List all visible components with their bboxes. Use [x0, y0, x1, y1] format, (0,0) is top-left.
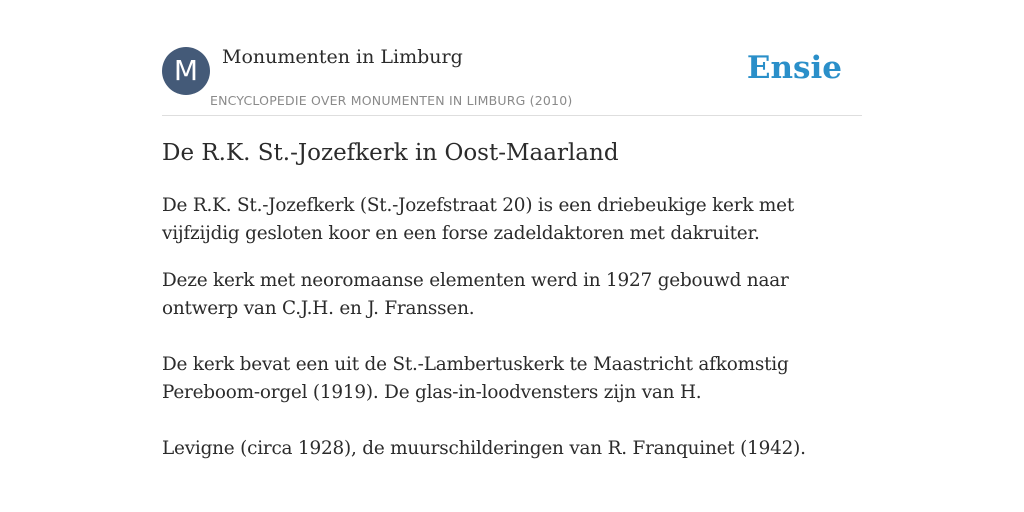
article-paragraph-3: De kerk bevat een uit de St.-Lambertuskerk te Maastricht afkomstig Pereboom-orgel (1919). De glas-in-loodvensters zijn van H. [162, 354, 789, 403]
source-title[interactable]: Monumenten in Limburg [222, 46, 463, 68]
source-subtitle: ENCYCLOPEDIE OVER MONUMENTEN IN LIMBURG (2010) [210, 93, 573, 108]
article-title: De R.K. St.-Jozefkerk in Oost-Maarland [162, 140, 619, 166]
article-paragraph-2: Deze kerk met neoromaanse elementen werd in 1927 gebouwd naar ontwerp van C.J.H. en J. Franssen. [162, 270, 789, 319]
article-paragraph-1: De R.K. St.-Jozefkerk (St.-Jozefstraat 20) is een driebeukige kerk met vijfzijdig gesloten koor en een forse zadeldaktoren met dakruiter. [162, 195, 795, 244]
source-avatar[interactable]: M [162, 47, 210, 95]
header-divider [162, 115, 862, 116]
article-paragraph-4: Levigne (circa 1928), de muurschilderingen van R. Franquinet (1942). [162, 438, 806, 459]
ensie-logo[interactable]: Ensie [746, 50, 842, 86]
